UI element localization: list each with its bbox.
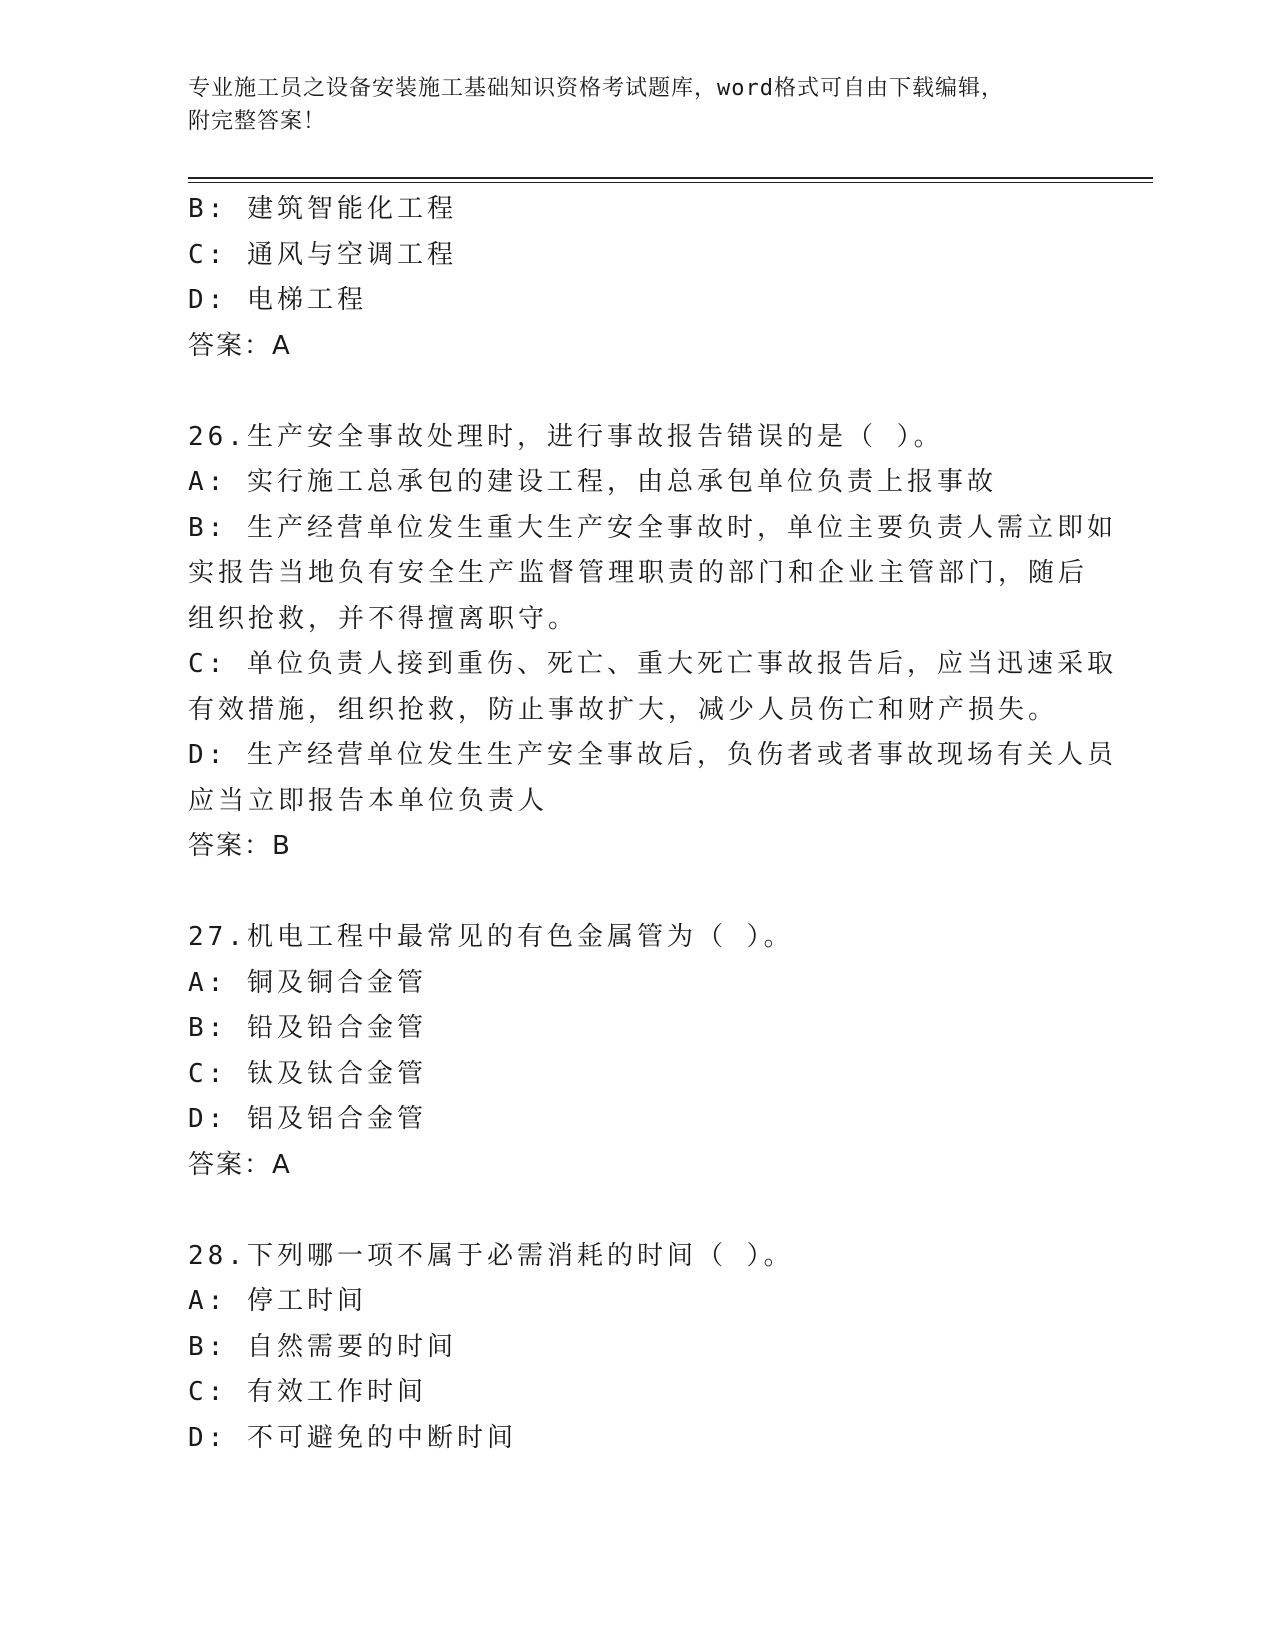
question-26 <box>188 415 1117 870</box>
page-header <box>188 72 1088 138</box>
answer-line: 答案：A <box>188 1149 292 1180</box>
header-line-2: 附完整答案！ <box>188 109 327 134</box>
question-list <box>188 187 1117 1461</box>
question-text: 28.下列哪一项不属于必需消耗的时间（ ）。 <box>188 1240 794 1271</box>
spacer <box>188 369 1088 415</box>
answer-line: 答案：B <box>188 831 292 861</box>
option-c: C: 通风与空调工程 <box>188 239 457 270</box>
answer-line: 答案：A <box>188 330 292 361</box>
option-a: A: 停工时间 <box>188 1286 367 1316</box>
option-c-line-1: C: 单位负责人接到重伤、死亡、重大死亡事故报告后，应当迅速采取 <box>188 649 1117 679</box>
header-divider-thin <box>188 182 1153 183</box>
option-d: D: 电梯工程 <box>188 285 367 315</box>
option-b-line-3: 组织抢救，并不得擅离职守。 <box>188 603 579 634</box>
option-d: D: 不可避免的中断时间 <box>188 1422 517 1453</box>
question-28 <box>188 1234 1088 1462</box>
option-d: D: 铝及铝合金管 <box>188 1104 427 1134</box>
spacer <box>188 870 1088 916</box>
option-b-line-2: 实报告当地负有安全生产监督管理职责的部门和企业主管部门，随后 <box>188 558 1089 588</box>
option-a: A: 铜及铜合金管 <box>188 967 427 998</box>
question-text: 27.机电工程中最常见的有色金属管为（ ）。 <box>188 922 794 952</box>
header-divider-thick <box>188 177 1153 179</box>
header-line-1: 专业施工员之设备安装施工基础知识资格考试题库，word格式可自由下载编辑， <box>188 76 1004 101</box>
option-d-line-1: D: 生产经营单位发生生产安全事故后，负伤者或者事故现场有关人员 <box>188 740 1117 770</box>
spacer <box>188 1188 1088 1234</box>
question-25-tail <box>188 187 1088 369</box>
option-d-line-2: 应当立即报告本单位负责人 <box>188 785 549 816</box>
option-b: B: 建筑智能化工程 <box>188 194 457 224</box>
question-text: 26.生产安全事故处理时，进行事故报告错误的是（ ）。 <box>188 421 944 452</box>
option-c: C: 有效工作时间 <box>188 1377 427 1407</box>
option-a: A: 实行施工总承包的建设工程，由总承包单位负责上报事故 <box>188 467 997 497</box>
option-b: B: 自然需要的时间 <box>188 1331 457 1362</box>
option-b: B: 铅及铅合金管 <box>188 1013 427 1043</box>
question-27 <box>188 915 1088 1188</box>
option-c: C: 钛及钛合金管 <box>188 1058 427 1089</box>
option-c-line-2: 有效措施，组织抢救，防止事故扩大，减少人员伤亡和财产损失。 <box>188 694 1059 725</box>
option-b-line-1: B: 生产经营单位发生重大生产安全事故时，单位主要负责人需立即如 <box>188 512 1117 543</box>
